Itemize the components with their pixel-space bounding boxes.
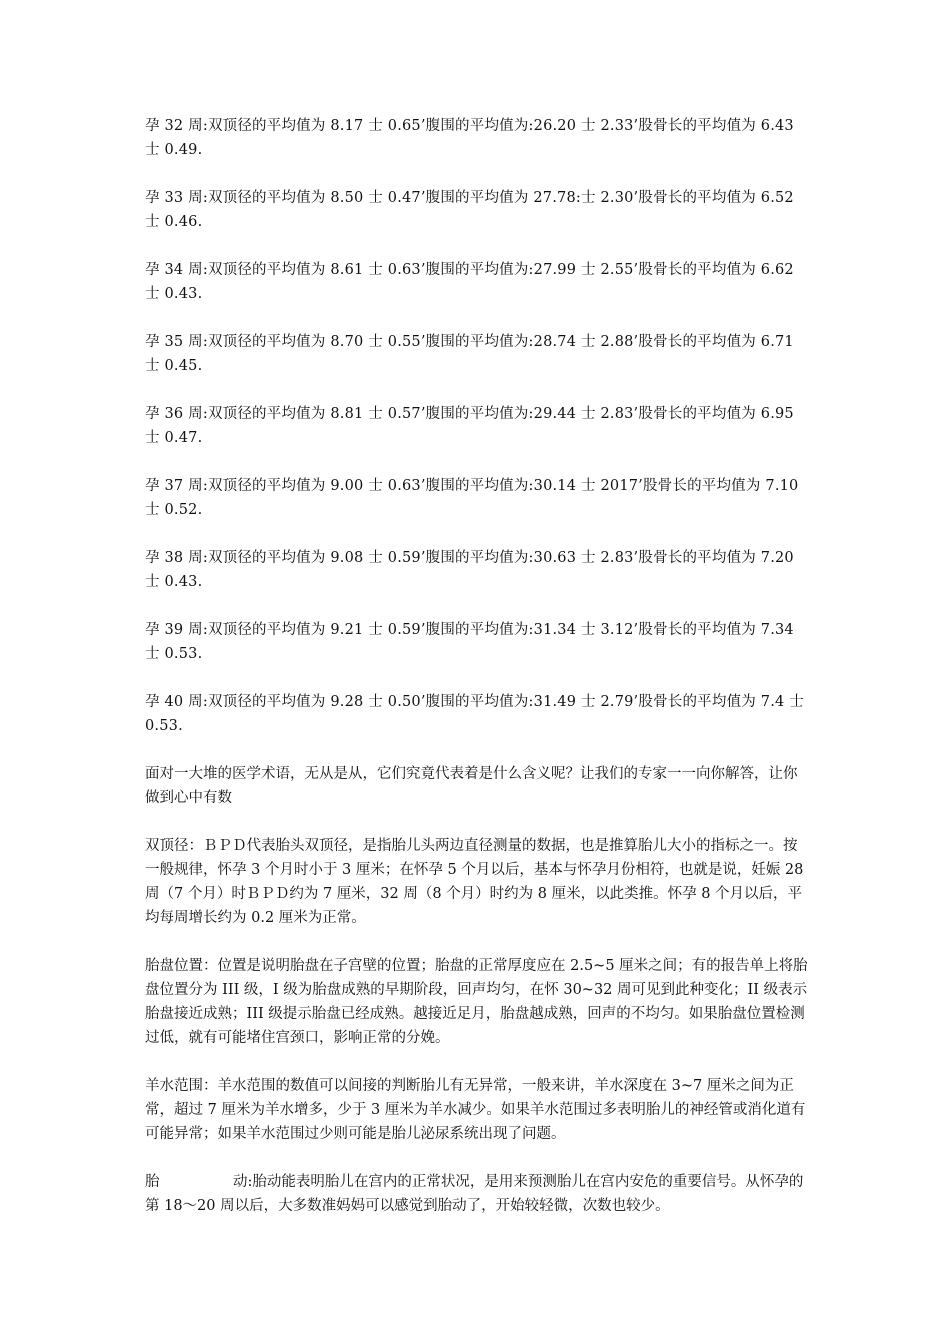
document-page [145, 114, 810, 1242]
placenta-paragraph: 胎盘位置：位置是说明胎盘在子宫壁的位置；胎盘的正常厚度应在 2.5~5 厘米之间；有的报告单上将胎盘位置分为 III 级，I 级为胎盘成熟的早期阶段，回声均匀，在怀 30~32 周可见到此种变化；II 级表示胎盘接近成熟；III 级提示胎盘已经成熟。越接近足月，胎盘越成熟，回声的不均匀。如果胎盘位置检测过低，就有可能堵住宫颈口，影响正常的分娩。 [145, 958, 808, 1046]
week-33-paragraph: 孕 33 周:双顶径的平均值为 8.50 士 0.47’腹围的平均值为 27.78:士 2.30’股骨长的平均值为 6.52 士 0.46. [145, 190, 794, 230]
week-34-paragraph: 孕 34 周:双顶径的平均值为 8.61 士 0.63’腹围的平均值为:27.99 士 2.55’股骨长的平均值为 6.62 士 0.43. [145, 262, 794, 302]
intro-paragraph: 面对一大堆的医学术语，无从是从，它们究竟代表着是什么含义呢？让我们的专家一一向你解答，让你做到心中有数 [145, 766, 798, 806]
week-38-paragraph: 孕 38 周:双顶径的平均值为 9.08 士 0.59’腹围的平均值为:30.63 士 2.83’股骨长的平均值为 7.20 士 0.43. [145, 550, 794, 590]
week-40-paragraph: 孕 40 周:双顶径的平均值为 9.28 士 0.50’腹围的平均值为:31.49 士 2.79’股骨长的平均值为 7.4 士 0.53. [145, 694, 804, 734]
week-37-paragraph: 孕 37 周:双顶径的平均值为 9.00 士 0.63’腹围的平均值为:30.14 士 2017’股骨长的平均值为 7.10 士 0.52. [145, 478, 799, 518]
fetal-movement-heading-char: 胎 [145, 1174, 160, 1190]
week-36-paragraph: 孕 36 周:双顶径的平均值为 8.81 士 0.57’腹围的平均值为:29.44 士 2.83’股骨长的平均值为 6.95 士 0.47. [145, 406, 794, 446]
week-32-paragraph: 孕 32 周:双顶径的平均值为 8.17 士 0.65’腹围的平均值为:26.20 士 2.33’股骨长的平均值为 6.43 士 0.49. [145, 118, 794, 158]
fetal-movement-text: 动:胎动能表明胎儿在宫内的正常状况，是用来预测胎儿在宫内安危的重要信号。从怀孕的第 18～20 周以后，大多数准妈妈可以感觉到胎动了，开始较轻微，次数也较少。 [145, 1174, 804, 1214]
week-35-paragraph: 孕 35 周:双顶径的平均值为 8.70 士 0.55’腹围的平均值为:28.74 士 2.88’股骨长的平均值为 6.71 士 0.45. [145, 334, 794, 374]
week-39-paragraph: 孕 39 周:双顶径的平均值为 9.21 士 0.59’腹围的平均值为:31.34 士 3.12’股骨长的平均值为 7.34 士 0.53. [145, 622, 794, 662]
amniotic-paragraph: 羊水范围：羊水范围的数值可以间接的判断胎儿有无异常，一般来讲，羊水深度在 3~7 厘米之间为正常，超过 7 厘米为羊水增多，少于 3 厘米为羊水减少。如果羊水范围过多表明胎儿的神经管或消化道有可能异常；如果羊水范围过少则可能是胎儿泌尿系统出现了问题。 [145, 1078, 806, 1142]
fetal-movement-paragraph [145, 1170, 810, 1218]
bpd-paragraph: 双顶径：ＢＰＤ代表胎头双顶径，是指胎儿头两边直径测量的数据，也是推算胎儿大小的指标之一。按一般规律，怀孕 3 个月时小于 3 厘米；在怀孕 5 个月以后，基本与怀孕月份相符，也就是说，妊娠 28 周（7 个月）时ＢＰＤ约为 7 厘米，32 周（8 个月）时约为 8 厘米，以此类推。怀孕 8 个月以后，平均每周增长约为 0.2 厘米为正常。 [145, 838, 804, 926]
